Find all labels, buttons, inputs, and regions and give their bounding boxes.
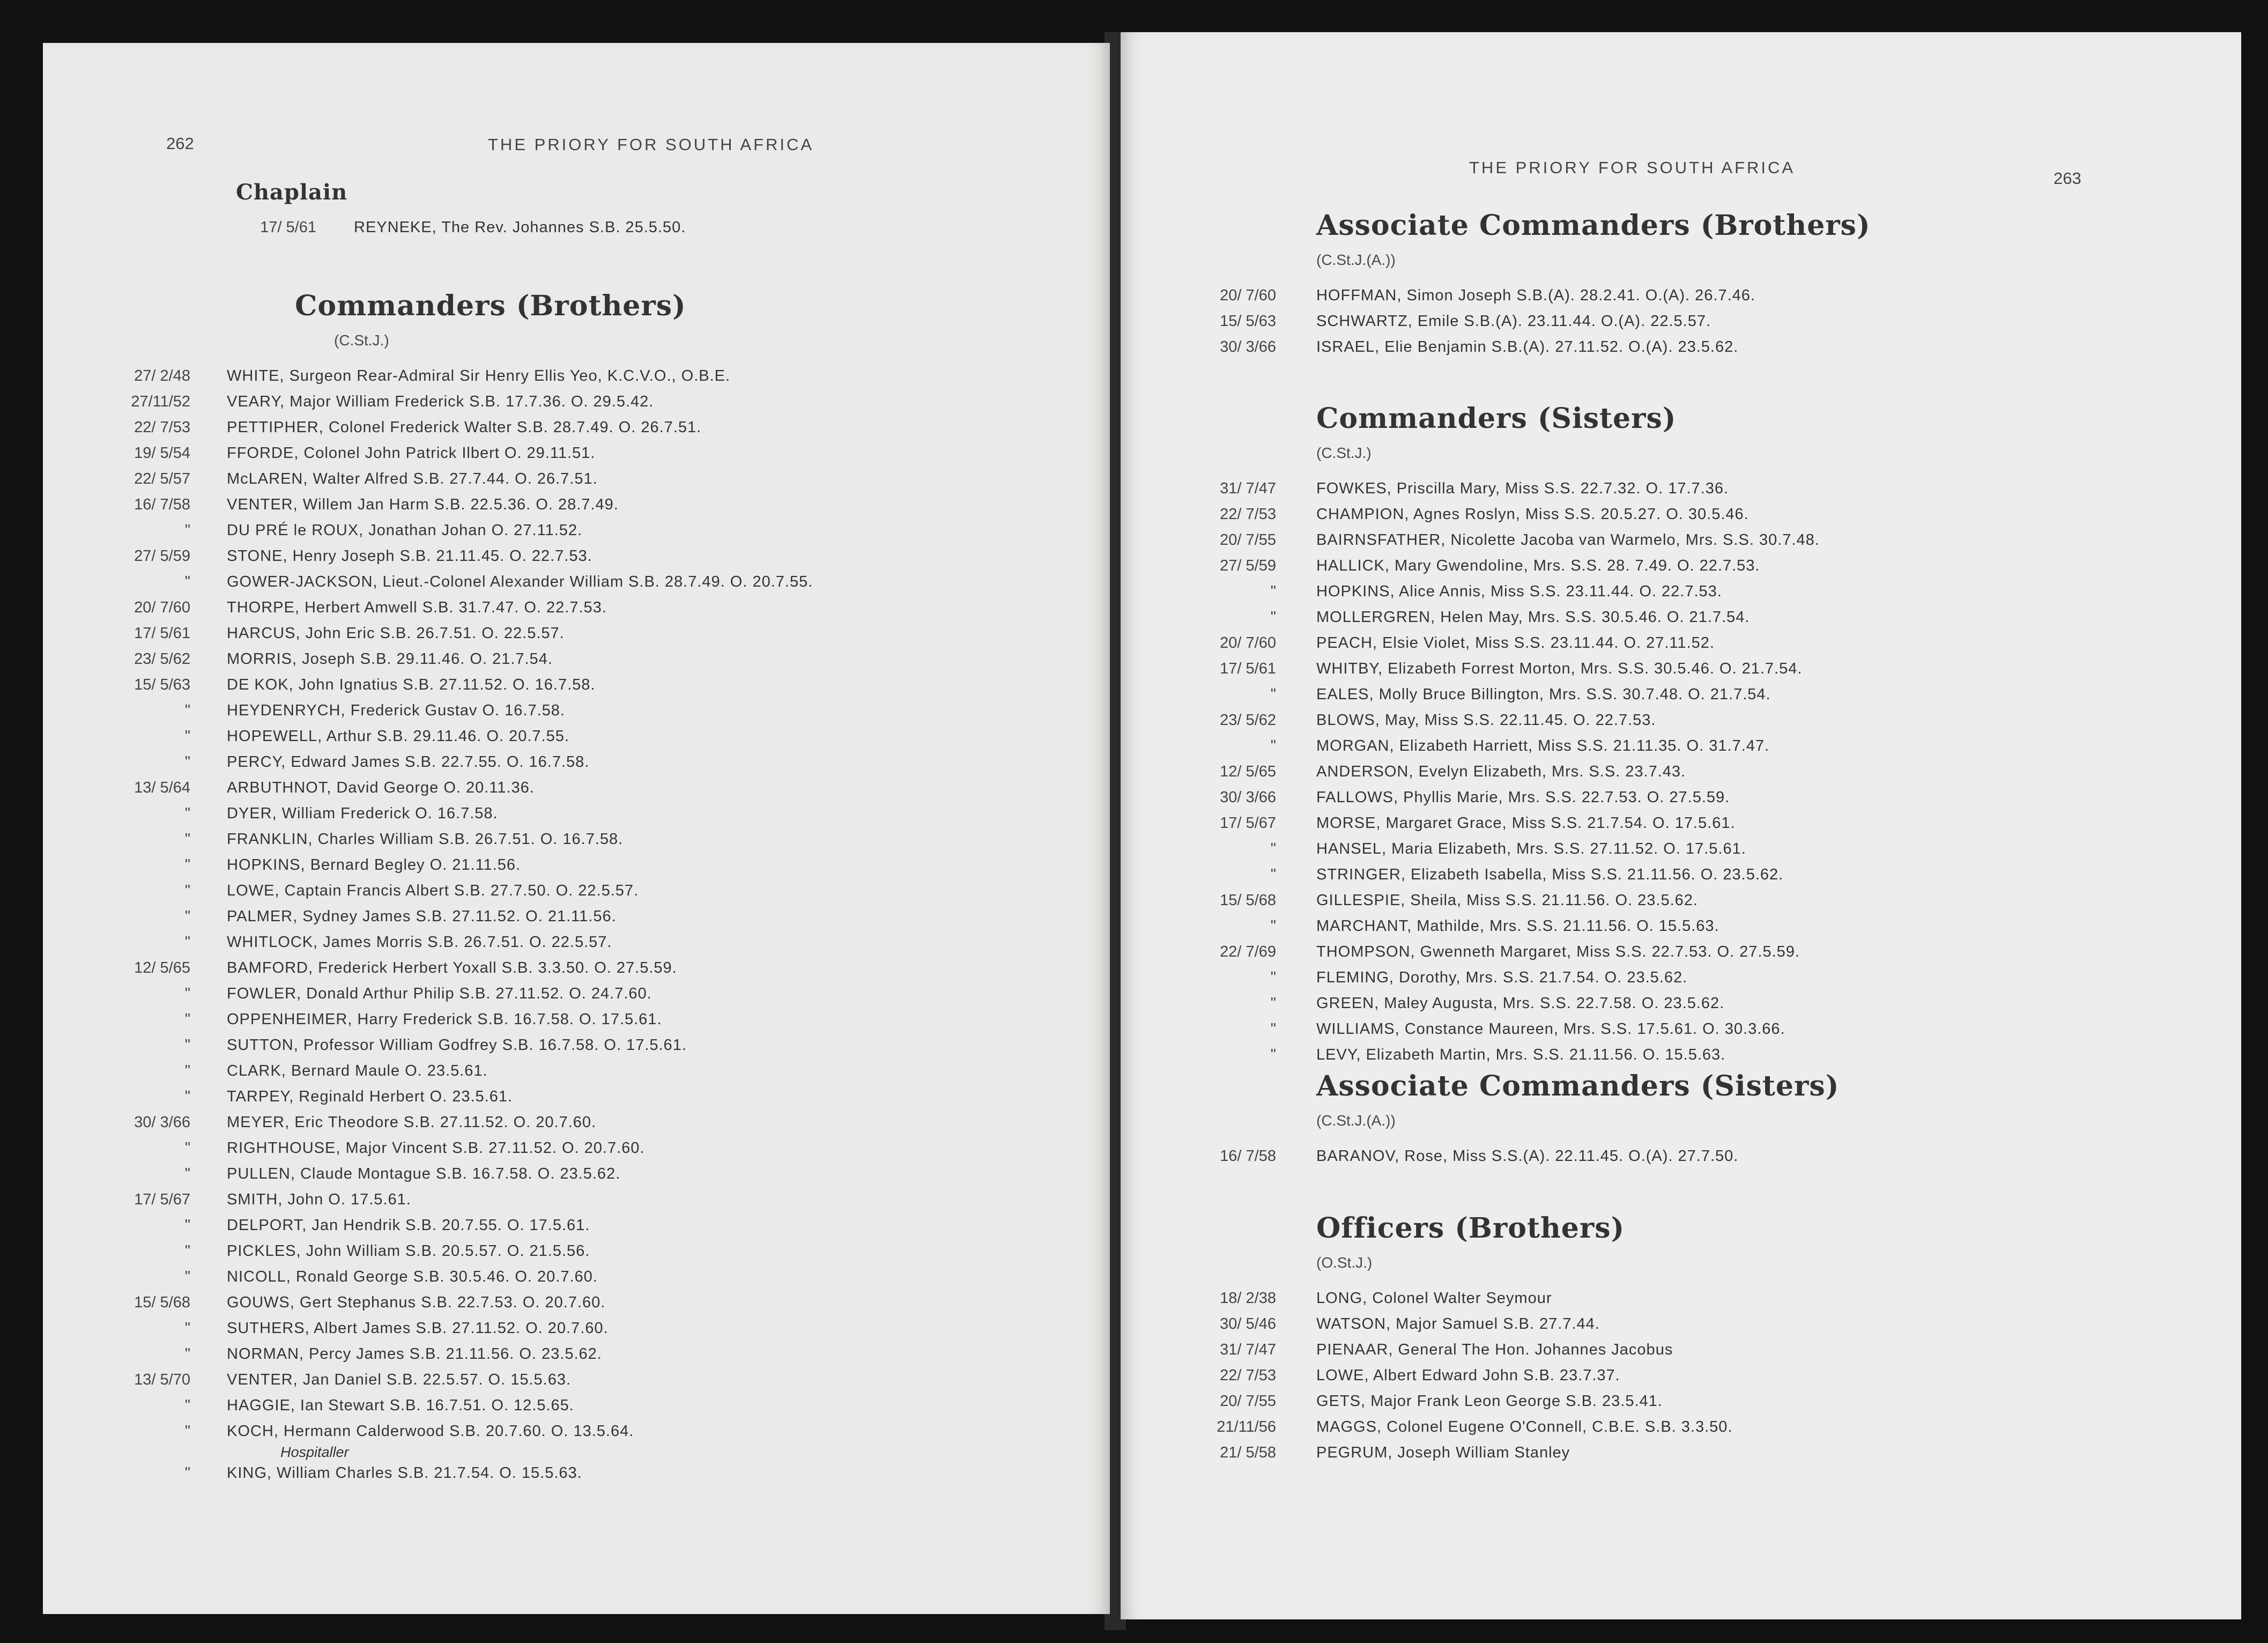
entry-date: 15/ 5/68	[1220, 892, 1276, 909]
entry-date: 22/ 7/53	[134, 419, 190, 436]
page-number: 262	[166, 134, 194, 153]
entry-date: 20/ 7/55	[1220, 1393, 1276, 1410]
entry-row	[80, 929, 813, 955]
entry-row	[80, 415, 813, 440]
entry-row	[1163, 630, 1820, 656]
entry-text: HARCUS, John Eric S.B. 26.7.51. O. 22.5.57.	[227, 625, 565, 642]
entry-date: 20/ 7/55	[1220, 531, 1276, 549]
entry-text: HOPKINS, Bernard Begley O. 21.11.56.	[227, 856, 521, 874]
entry-row	[1163, 656, 1820, 682]
entry-row	[80, 1187, 813, 1212]
entry-text: DYER, William Frederick O. 16.7.58.	[227, 805, 498, 822]
entry-text: MEYER, Eric Theodore S.B. 27.11.52. O. 20.7.60.	[227, 1114, 597, 1131]
entry-row	[1163, 707, 1820, 733]
entry-text: ISRAEL, Elie Benjamin S.B.(A). 27.11.52. O.(A). 23.5.62.	[1316, 338, 1739, 356]
entry-date: 16/ 7/58	[1220, 1148, 1276, 1165]
entry-text: VENTER, Willem Jan Harm S.B. 22.5.36. O. 28.7.49.	[227, 496, 619, 513]
entry-row	[80, 826, 813, 852]
entry-date: 17/ 5/61	[1220, 660, 1276, 677]
entry-date: "	[1270, 840, 1276, 857]
entry-date: "	[1270, 1020, 1276, 1038]
entry-date: 20/ 7/60	[1220, 287, 1276, 304]
entry-text: BAIRNSFATHER, Nicolette Jacoba van Warmelo, Mrs. S.S. 30.7.48.	[1316, 531, 1820, 549]
entry-date: "	[1270, 917, 1276, 935]
entry-date: "	[184, 522, 190, 539]
entry-date: 22/ 5/57	[134, 470, 190, 487]
entry-text: PICKLES, John William S.B. 20.5.57. O. 21.5.56.	[227, 1242, 590, 1260]
commanders-brothers-section	[131, 290, 813, 1486]
entry-date: "	[184, 573, 190, 590]
entry-row	[1163, 990, 1820, 1016]
entry-text: NICOLL, Ronald George S.B. 30.5.46. O. 20.7.60.	[227, 1268, 598, 1285]
entry-row	[80, 646, 813, 672]
entry-date: "	[184, 728, 190, 745]
commanders-sisters-section	[1163, 402, 1820, 1068]
entry-text: PERCY, Edward James S.B. 22.7.55. O. 16.7.58.	[227, 753, 590, 771]
entry-row	[1163, 1337, 1732, 1363]
entry-row	[1163, 1042, 1820, 1068]
entry-date: "	[184, 1139, 190, 1157]
entry-date: 17/ 5/67	[1220, 815, 1276, 832]
section-heading: Commanders (Brothers)	[295, 290, 686, 322]
associate-commanders-brothers-section	[1163, 209, 1871, 360]
entry-date: "	[1270, 609, 1276, 626]
entry-row	[80, 620, 813, 646]
entry-text: HEYDENRYCH, Frederick Gustav O. 16.7.58.	[227, 702, 565, 719]
entry-text: CHAMPION, Agnes Roslyn, Miss S.S. 20.5.27. O. 30.5.46.	[1316, 506, 1749, 523]
entry-text: WILLIAMS, Constance Maureen, Mrs. S.S. 17.5.61. O. 30.3.66.	[1316, 1020, 1785, 1038]
entry-text: SUTTON, Professor William Godfrey S.B. 16.7.58. O. 17.5.61.	[227, 1037, 687, 1054]
entry-date: "	[1270, 995, 1276, 1012]
entry-text: MORSE, Margaret Grace, Miss S.S. 21.7.54. O. 17.5.61.	[1316, 815, 1736, 832]
entry-text: MORRIS, Joseph S.B. 29.11.46. O. 21.7.54.	[227, 650, 553, 668]
entry-row	[80, 1418, 813, 1460]
entry-row	[1163, 759, 1820, 785]
page-number: 263	[2054, 169, 2081, 188]
entry-date: 15/ 5/63	[1220, 313, 1276, 330]
entry-row	[80, 1109, 813, 1135]
entry-text: ANDERSON, Evelyn Elizabeth, Mrs. S.S. 23.7.43.	[1316, 763, 1686, 780]
entry-text: DU PRÉ le ROUX, Jonathan Johan O. 27.11.52.	[227, 522, 583, 539]
entry-text: GREEN, Maley Augusta, Mrs. S.S. 22.7.58. O. 23.5.62.	[1316, 995, 1725, 1012]
entry-text: GOUWS, Gert Stephanus S.B. 22.7.53. O. 20.7.60.	[227, 1294, 606, 1311]
entry-date: 16/ 7/58	[134, 496, 190, 513]
entry-row	[80, 1135, 813, 1161]
section-heading: Commanders (Sisters)	[1316, 402, 1677, 435]
section-heading: Officers (Brothers)	[1316, 1212, 1625, 1245]
entry-row	[1163, 862, 1820, 887]
entry-row	[1163, 476, 1820, 501]
entry-row	[80, 466, 813, 492]
entry-text: GILLESPIE, Sheila, Miss S.S. 21.11.56. O. 23.5.62.	[1316, 892, 1698, 909]
entry-text: PETTIPHER, Colonel Frederick Walter S.B. 28.7.49. O. 26.7.51.	[227, 419, 702, 436]
entry-text: FOWKES, Priscilla Mary, Miss S.S. 22.7.32. O. 17.7.36.	[1316, 480, 1729, 497]
entry-row	[1163, 1311, 1732, 1337]
entry-row	[1163, 527, 1820, 553]
entry-text: GETS, Major Frank Leon George S.B. 23.5.41.	[1316, 1393, 1663, 1410]
entry-text: WATSON, Major Samuel S.B. 27.7.44.	[1316, 1315, 1600, 1333]
entry-row	[1163, 1440, 1732, 1466]
entry-date: "	[1270, 686, 1276, 703]
entry-row	[80, 1315, 813, 1341]
entry-row	[80, 440, 813, 466]
entry-text: VENTER, Jan Daniel S.B. 22.5.57. O. 15.5.63.	[227, 1371, 572, 1388]
entry-text: PEGRUM, Joseph William Stanley	[1316, 1444, 1570, 1461]
entry-row	[80, 389, 813, 415]
entry-date: "	[184, 831, 190, 848]
entry-text: BARANOV, Rose, Miss S.S.(A). 22.11.45. O.(A). 27.7.50.	[1316, 1148, 1739, 1165]
entry-text: THORPE, Herbert Amwell S.B. 31.7.47. O. 22.7.53.	[227, 599, 607, 616]
entry-date: "	[184, 1345, 190, 1363]
entry-row	[1163, 308, 1871, 334]
entry-text: KING, William Charles S.B. 21.7.54. O. 15.5.63.	[227, 1464, 582, 1482]
officers-brothers-section	[1163, 1212, 1732, 1466]
entry-date: 23/ 5/62	[134, 650, 190, 668]
entry-date: "	[184, 1011, 190, 1028]
entry-row	[80, 749, 813, 775]
entry-row	[1163, 1414, 1732, 1440]
entry-row	[80, 801, 813, 826]
entry-date: 15/ 5/63	[134, 676, 190, 693]
entry-date: 21/ 5/58	[1220, 1444, 1276, 1461]
entry-date: "	[184, 1088, 190, 1105]
entry-text: VEARY, Major William Frederick S.B. 17.7.36. O. 29.5.42.	[227, 393, 654, 410]
entry-date: "	[184, 753, 190, 771]
entry-date: 23/ 5/62	[1220, 712, 1276, 729]
entry-row	[80, 569, 813, 595]
entry-text: BLOWS, May, Miss S.S. 22.11.45. O. 22.7.53.	[1316, 712, 1656, 729]
entry-text: LOWE, Captain Francis Albert S.B. 27.7.50. O. 22.5.57.	[227, 882, 639, 899]
entry-text: DELPORT, Jan Hendrik S.B. 20.7.55. O. 17.5.61.	[227, 1217, 590, 1234]
entry-date: "	[184, 908, 190, 925]
entry-date: 21/11/56	[1217, 1418, 1276, 1435]
entry-text: EALES, Molly Bruce Billington, Mrs. S.S. 30.7.48. O. 21.7.54.	[1316, 686, 1771, 703]
entry-date: 27/11/52	[131, 393, 190, 410]
entry-date: "	[184, 1242, 190, 1260]
entry-text: FRANKLIN, Charles William S.B. 26.7.51. O. 16.7.58.	[227, 831, 624, 848]
entry-text: HOPKINS, Alice Annis, Miss S.S. 23.11.44. O. 22.7.53.	[1316, 583, 1722, 600]
entry-date: 20/ 7/60	[134, 599, 190, 616]
entry-text: FALLOWS, Phyllis Marie, Mrs. S.S. 22.7.53. O. 27.5.59.	[1316, 789, 1730, 806]
entry-row	[80, 698, 813, 723]
entry-row	[1163, 553, 1820, 579]
entry-row	[1163, 965, 1820, 990]
entry-text: RIGHTHOUSE, Major Vincent S.B. 27.11.52. O. 20.7.60.	[227, 1139, 645, 1157]
entry-text: MARCHANT, Mathilde, Mrs. S.S. 21.11.56. O. 15.5.63.	[1316, 917, 1719, 935]
entry-row	[1163, 579, 1820, 604]
entry-note: Hospitaller	[280, 1444, 349, 1460]
entry-date: "	[184, 856, 190, 874]
entry-date: 13/ 5/70	[134, 1371, 190, 1388]
entry-row	[80, 878, 813, 904]
entry-row	[80, 1367, 813, 1393]
entry-text: ARBUTHNOT, David George O. 20.11.36.	[227, 779, 535, 796]
section-abbreviation: (C.St.J.)	[334, 332, 389, 349]
entry-row	[1163, 913, 1820, 939]
entry-date: 22/ 7/53	[1220, 1367, 1276, 1384]
entry-row	[80, 723, 813, 749]
entry-row	[1163, 604, 1820, 630]
entry-text: OPPENHEIMER, Harry Frederick S.B. 16.7.58. O. 17.5.61.	[227, 1011, 662, 1028]
entry-text: PALMER, Sydney James S.B. 27.11.52. O. 21.11.56.	[227, 908, 617, 925]
entry-date: 13/ 5/64	[134, 779, 190, 796]
chaplain-section	[236, 180, 686, 240]
entry-text: FFORDE, Colonel John Patrick Ilbert O. 29.11.51.	[227, 445, 596, 462]
entry-date: 31/ 7/47	[1220, 480, 1276, 497]
section-abbreviation: (C.St.J.(A.))	[1316, 1112, 1396, 1129]
entry-text: PULLEN, Claude Montague S.B. 16.7.58. O. 23.5.62.	[227, 1165, 621, 1182]
entry-text: SMITH, John O. 17.5.61.	[227, 1191, 411, 1208]
entry-text: TARPEY, Reginald Herbert O. 23.5.61.	[227, 1088, 513, 1105]
entry-row	[1163, 939, 1820, 965]
entry-date: 17/ 5/61	[260, 219, 316, 236]
entry-row	[80, 852, 813, 878]
entry-row	[80, 1032, 813, 1058]
entry-date: 22/ 7/53	[1220, 506, 1276, 523]
entry-date: 17/ 5/61	[134, 625, 190, 642]
entry-row	[80, 1212, 813, 1238]
section-heading: Associate Commanders (Brothers)	[1316, 209, 1871, 242]
entry-row	[80, 1264, 813, 1290]
entry-date: "	[184, 1397, 190, 1414]
entry-date: 30/ 3/66	[1220, 338, 1276, 356]
entry-date: 12/ 5/65	[134, 959, 190, 976]
section-heading: Chaplain	[236, 180, 348, 205]
entry-text: NORMAN, Percy James S.B. 21.11.56. O. 23.5.62.	[227, 1345, 602, 1363]
entry-row	[80, 1341, 813, 1367]
entry-date: "	[184, 1165, 190, 1182]
section-abbreviation: (C.St.J.)	[1316, 445, 1372, 461]
entry-text: MAGGS, Colonel Eugene O'Connell, C.B.E. S.B. 3.3.50.	[1316, 1418, 1733, 1435]
entry-text: STONE, Henry Joseph S.B. 21.11.45. O. 22.7.53.	[227, 547, 592, 565]
entry-row	[80, 904, 813, 929]
entry-text: LEVY, Elizabeth Martin, Mrs. S.S. 21.11.56. O. 15.5.63.	[1316, 1046, 1726, 1063]
entry-date: 30/ 3/66	[134, 1114, 190, 1131]
entry-row	[80, 492, 813, 517]
entry-row	[80, 955, 813, 981]
entry-row	[1163, 682, 1820, 707]
entry-date: 20/ 7/60	[1220, 634, 1276, 652]
entry-row	[1163, 887, 1820, 913]
entry-date: 27/ 2/48	[134, 367, 190, 384]
entry-text: McLAREN, Walter Alfred S.B. 27.7.44. O. 26.7.51.	[227, 470, 598, 487]
entry-date: 15/ 5/68	[134, 1294, 190, 1311]
entry-date: "	[184, 1423, 190, 1440]
right-page	[1121, 32, 2241, 1619]
entry-date: "	[184, 702, 190, 719]
entry-row	[236, 214, 686, 240]
entry-text: PIENAAR, General The Hon. Johannes Jacobus	[1316, 1341, 1673, 1358]
entry-date: 12/ 5/65	[1220, 763, 1276, 780]
entry-row	[80, 543, 813, 569]
entry-row	[80, 1161, 813, 1187]
entry-text: WHITE, Surgeon Rear-Admiral Sir Henry Ellis Yeo, K.C.V.O., O.B.E.	[227, 367, 731, 384]
entry-text: THOMPSON, Gwenneth Margaret, Miss S.S. 22.7.53. O. 27.5.59.	[1316, 943, 1800, 960]
entry-text: BAMFORD, Frederick Herbert Yoxall S.B. 3.3.50. O. 27.5.59.	[227, 959, 677, 976]
entry-text: MOLLERGREN, Helen May, Mrs. S.S. 30.5.46. O. 21.7.54.	[1316, 609, 1750, 626]
left-page	[43, 43, 1110, 1614]
entry-row	[1163, 836, 1820, 862]
entry-text: MORGAN, Elizabeth Harriett, Miss S.S. 21.11.35. O. 31.7.47.	[1316, 737, 1770, 754]
entry-row	[1163, 1388, 1732, 1414]
entry-text: WHITLOCK, James Morris S.B. 26.7.51. O. 22.5.57.	[227, 934, 612, 951]
entry-text: PEACH, Elsie Violet, Miss S.S. 23.11.44. O. 27.11.52.	[1316, 634, 1715, 652]
entry-text: FLEMING, Dorothy, Mrs. S.S. 21.7.54. O. 23.5.62.	[1316, 969, 1688, 986]
entry-text: HOFFMAN, Simon Joseph S.B.(A). 28.2.41. O.(A). 26.7.46.	[1316, 287, 1755, 304]
entry-row	[80, 1393, 813, 1418]
entry-text: GOWER-JACKSON, Lieut.-Colonel Alexander William S.B. 28.7.49. O. 20.7.55.	[227, 573, 813, 590]
running-head: THE PRIORY FOR SOUTH AFRICA	[1469, 158, 1796, 177]
entry-row	[80, 517, 813, 543]
entry-date: "	[184, 934, 190, 951]
entry-text: DE KOK, John Ignatius S.B. 27.11.52. O. 16.7.58.	[227, 676, 596, 693]
entry-row	[1163, 283, 1871, 308]
entry-date: "	[184, 805, 190, 822]
entry-date: "	[184, 1268, 190, 1285]
entry-row	[1163, 334, 1871, 360]
entry-date: 22/ 7/69	[1220, 943, 1276, 960]
entry-row	[80, 672, 813, 698]
section-heading: Associate Commanders (Sisters)	[1316, 1070, 1840, 1102]
entry-row	[80, 1290, 813, 1315]
entry-date: 31/ 7/47	[1220, 1341, 1276, 1358]
entry-date: "	[1270, 969, 1276, 986]
entry-row	[1163, 1285, 1732, 1311]
entry-text: CLARK, Bernard Maule O. 23.5.61.	[227, 1062, 488, 1079]
entry-row	[80, 595, 813, 620]
entry-text: KOCH, Hermann Calderwood S.B. 20.7.60. O. 13.5.64.	[227, 1423, 634, 1440]
entry-row	[80, 1238, 813, 1264]
entry-text: HANSEL, Maria Elizabeth, Mrs. S.S. 27.11.52. O. 17.5.61.	[1316, 840, 1746, 857]
entry-row	[1163, 501, 1820, 527]
entry-text: LONG, Colonel Walter Seymour	[1316, 1290, 1552, 1307]
entry-text: HALLICK, Mary Gwendoline, Mrs. S.S. 28. 7.49. O. 22.7.53.	[1316, 557, 1760, 574]
entry-date: "	[184, 1320, 190, 1337]
associate-commanders-sisters-section	[1163, 1070, 1839, 1169]
entry-date: "	[1270, 737, 1276, 754]
entry-date: 30/ 5/46	[1220, 1315, 1276, 1333]
entry-date: "	[184, 1217, 190, 1234]
running-head: THE PRIORY FOR SOUTH AFRICA	[488, 135, 814, 154]
entry-date: 18/ 2/38	[1220, 1290, 1276, 1307]
section-abbreviation: (O.St.J.)	[1316, 1254, 1373, 1271]
entry-row	[80, 981, 813, 1006]
entry-date: 27/ 5/59	[134, 547, 190, 565]
entry-date: "	[1270, 1046, 1276, 1063]
entry-date: "	[1270, 866, 1276, 883]
entry-row	[1163, 1143, 1839, 1169]
entry-date: 17/ 5/67	[134, 1191, 190, 1208]
entry-date: 27/ 5/59	[1220, 557, 1276, 574]
entry-text: WHITBY, Elizabeth Forrest Morton, Mrs. S.S. 30.5.46. O. 21.7.54.	[1316, 660, 1803, 677]
entry-date: 30/ 3/66	[1220, 789, 1276, 806]
entry-text: HAGGIE, Ian Stewart S.B. 16.7.51. O. 12.5.65.	[227, 1397, 574, 1414]
entry-row	[1163, 810, 1820, 836]
entry-date: "	[184, 1037, 190, 1054]
entry-row	[80, 1084, 813, 1109]
entry-text: SUTHERS, Albert James S.B. 27.11.52. O. 20.7.60.	[227, 1320, 609, 1337]
entry-row	[80, 363, 813, 389]
entry-row	[80, 1460, 813, 1486]
entry-date: "	[184, 1464, 190, 1482]
entry-text: STRINGER, Elizabeth Isabella, Miss S.S. 21.11.56. O. 23.5.62.	[1316, 866, 1784, 883]
entry-text: LOWE, Albert Edward John S.B. 23.7.37.	[1316, 1367, 1620, 1384]
entry-row	[80, 775, 813, 801]
section-abbreviation: (C.St.J.(A.))	[1316, 251, 1396, 268]
entry-text: REYNEKE, The Rev. Johannes S.B. 25.5.50.	[354, 219, 686, 236]
entry-date: "	[184, 985, 190, 1002]
entry-row	[1163, 1016, 1820, 1042]
entry-row	[1163, 1363, 1732, 1388]
entry-date: "	[1270, 583, 1276, 600]
entry-date: "	[184, 882, 190, 899]
entry-row	[80, 1006, 813, 1032]
entry-date: 19/ 5/54	[134, 445, 190, 462]
entry-row	[1163, 733, 1820, 759]
entry-row	[1163, 785, 1820, 810]
entry-text: SCHWARTZ, Emile S.B.(A). 23.11.44. O.(A). 22.5.57.	[1316, 313, 1711, 330]
entry-date: "	[184, 1062, 190, 1079]
entry-row	[80, 1058, 813, 1084]
entry-text: FOWLER, Donald Arthur Philip S.B. 27.11.52. O. 24.7.60.	[227, 985, 652, 1002]
entry-text: HOPEWELL, Arthur S.B. 29.11.46. O. 20.7.55.	[227, 728, 569, 745]
